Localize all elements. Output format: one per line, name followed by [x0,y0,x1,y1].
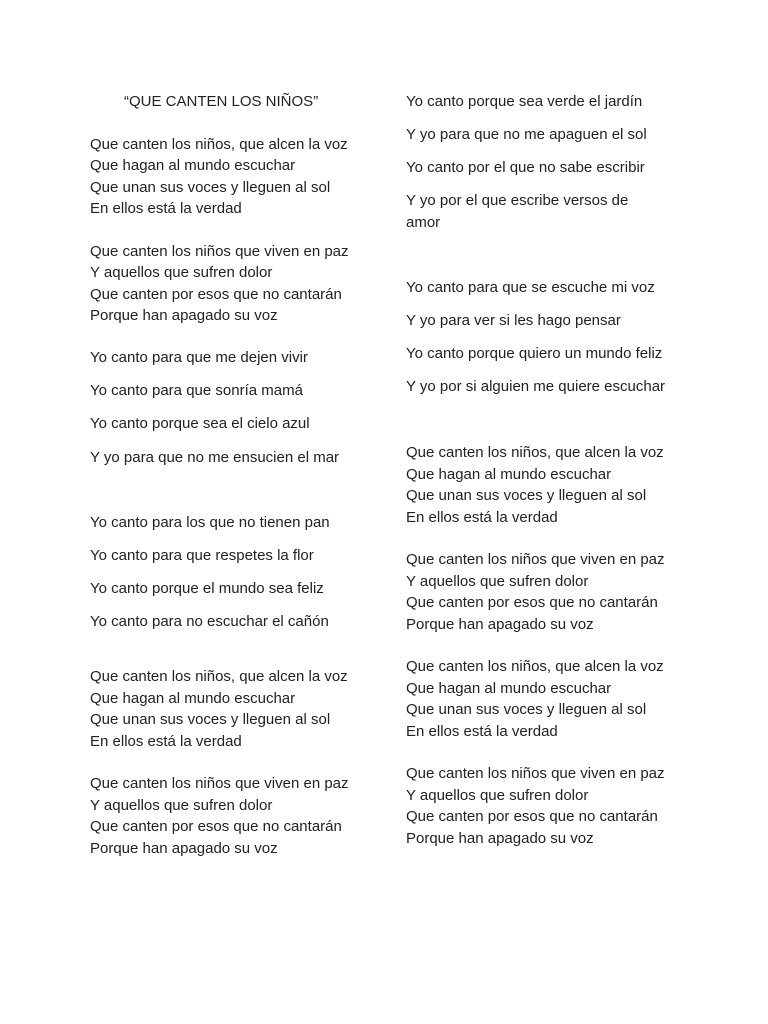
lyric-line: Que hagan al mundo escuchar [90,157,296,174]
lyric-line: En ellos está la verdad [406,509,558,526]
lyric-line: Porque han apagado su voz [90,840,278,857]
lyric-line: Yo canto porque quiero un mundo feliz [406,345,663,362]
lyric-line: Yo canto porque sea el cielo azul [90,415,310,432]
lyric-line: Porque han apagado su voz [406,616,594,633]
lyric-line: Que canten los niños, que alcen la voz [406,444,664,461]
lyric-line: Porque han apagado su voz [90,307,278,324]
lyric-line: Yo canto para los que no tienen pan [90,514,330,531]
lyric-line: Yo canto para no escuchar el cañón [90,613,329,630]
lyric-line: Que canten por esos que no cantarán [90,818,342,835]
lyric-line: Que canten los niños, que alcen la voz [90,136,348,153]
lyric-line: Que canten por esos que no cantarán [90,286,342,303]
lyric-line: Y aquellos que sufren dolor [90,264,273,281]
lyric-line: En ellos está la verdad [90,733,242,750]
song-title: “QUE CANTEN LOS NIÑOS” [124,93,319,110]
lyric-line: Y aquellos que sufren dolor [406,573,589,590]
lyric-line: Que unan sus voces y lleguen al sol [406,701,647,718]
lyric-line: Yo canto porque sea verde el jardín [406,93,643,110]
lyric-line: Y yo para ver si les hago pensar [406,312,621,329]
lyric-line: Que unan sus voces y lleguen al sol [90,179,331,196]
lyric-line: Yo canto para que respetes la flor [90,547,314,564]
lyric-line: Que canten los niños que viven en paz [406,551,665,568]
lyric-line: Porque han apagado su voz [406,830,594,847]
lyric-line: Yo canto para que se escuche mi voz [406,279,655,296]
lyric-line: Y aquellos que sufren dolor [406,787,589,804]
lyric-line: Y aquellos que sufren dolor [90,797,273,814]
lyric-line: Que unan sus voces y lleguen al sol [90,711,331,728]
lyric-line: Yo canto para que me dejen vivir [90,349,308,366]
lyric-line: Yo canto por el que no sabe escribir [406,159,645,176]
lyric-line: Yo canto para que sonría mamá [90,382,303,399]
lyric-line: Que canten los niños que viven en paz [406,765,665,782]
lyric-line: Que hagan al mundo escuchar [406,466,612,483]
lyric-line: Y yo por si alguien me quiere escuchar [406,378,666,395]
lyric-line: Que canten por esos que no cantarán [406,808,658,825]
lyric-line: Que canten los niños, que alcen la voz [90,668,348,685]
lyric-line: Y yo para que no me apaguen el sol [406,126,647,143]
lyric-line: Que canten por esos que no cantarán [406,594,658,611]
lyric-line: Que hagan al mundo escuchar [90,690,296,707]
lyric-line: En ellos está la verdad [90,200,242,217]
lyric-line: Y yo para que no me ensucien el mar [90,449,340,466]
lyric-line: Que canten los niños que viven en paz [90,775,349,792]
lyric-line: Yo canto porque el mundo sea feliz [90,580,324,597]
lyric-line: Que canten los niños, que alcen la voz [406,658,664,675]
lyric-line: Que unan sus voces y lleguen al sol [406,487,647,504]
lyric-line: En ellos está la verdad [406,723,558,740]
lyric-line: Y yo por el que escribe versos de amor [406,192,629,231]
lyric-line: Que hagan al mundo escuchar [406,680,612,697]
lyric-line: Que canten los niños que viven en paz [90,243,349,260]
